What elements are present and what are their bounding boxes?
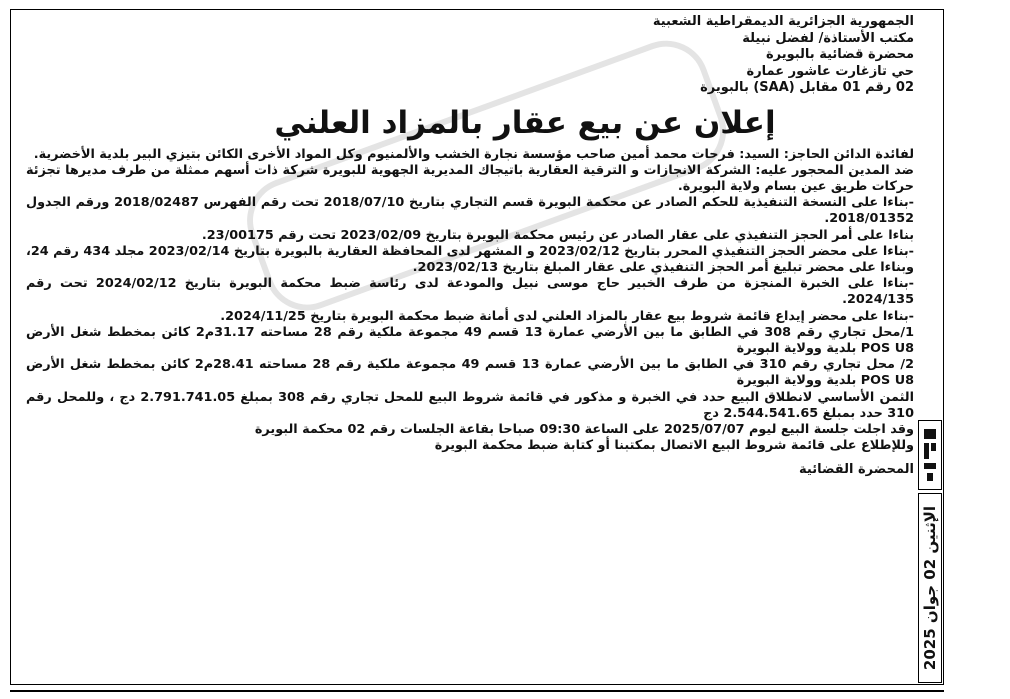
publication-date: الإثنين 02 جوان 2025 — [921, 505, 939, 671]
header-office: مكتب الأستاذة/ لفضل نبيلة — [742, 30, 914, 46]
paragraph-seizure-order: بناءا على أمر الحجز التنفيذي على عقار الصادر عن رئيس محكمة البويرة بتاريخ 2023/02/09 تحت رقم 23/00175. — [201, 227, 914, 243]
publication-date-box — [918, 493, 942, 683]
notice-body — [26, 147, 914, 455]
header-block — [26, 14, 914, 97]
paragraph-property-1: 1/محل تجاري رقم 308 في الطابق ما بين الأرضي عمارة 13 قسم 49 مجموعة ملكية رقم 28 مساحته 31.17م2 كائن بمخطط شغل الأرض POS U8 بلدية وولاية البويرة — [26, 324, 914, 356]
paragraph-judgment: -بناءا على النسخة التنفيذية للحكم الصادر عن محكمة البويرة قسم التجاري بتاريخ 2018/07/10 تحت رقم الفهرس 2018/02487 ورقم الجدول 2018/01352. — [26, 195, 914, 227]
newspaper-logo — [918, 420, 942, 490]
header-address-2: 02 رقم 01 مقابل (SAA) بالبويرة — [700, 80, 914, 95]
header-country: الجمهورية الجزائرية الديمقراطية الشعبية — [652, 14, 914, 29]
logo-icon — [922, 427, 938, 483]
paragraph-price: الثمن الأساسي لانطلاق البيع حدد في الخبرة و مذكور في قائمة شروط البيع للمحل تجاري رقم 308 بمبلغ 2.791.741.05 دج ، وللمحل رقم 310 حدد بمبلغ 2.544.541.65 دج — [26, 389, 914, 421]
signature: المحضرة القضائية — [799, 462, 914, 478]
notice-title: إعلان عن بيع عقار بالمزاد العلني — [274, 104, 776, 141]
notice-content — [26, 14, 914, 477]
header-role: محضرة قضائية بالبويرة — [765, 47, 914, 62]
paragraph-seizure-report: -بناءا على محضر الحجز التنفيذي المحرر بتاريخ 2023/02/12 و المشهر لدى المحافظة العقارية بالبويرة بتاريخ 2023/02/14 مجلد 434 رقم 24، وبناءا على محضر تبليغ أمر الحجز التنفيذي على عقار المبلغ بتاريخ 2023/02/13. — [26, 243, 914, 275]
paragraph-property-2: 2/ محل تجاري رقم 310 في الطابق ما بين الأرضي عمارة 13 قسم 49 مجموعة ملكية رقم 28 مساحته 28.41م2 كائن بمخطط شغل الأرض POS U8 بلدية وولاية البويرة — [26, 357, 914, 389]
paragraph-contact: وللإطلاع على قائمة شروط البيع الاتصال بمكتبنا أو كتابة ضبط محكمة البويرة — [434, 438, 914, 454]
paragraph-creditor: لفائدة الدائن الحاجز: السيد: فرحات محمد أمين صاحب مؤسسة نجارة الخشب والألمنيوم وكل المواد الأخرى الكائن بتيزي البير بلدية الأخضرية. — [33, 146, 914, 162]
paragraph-debtor: ضد المدين المحجور عليه: الشركة الانجازات و الترقية العقارية باتيجاك المديرية الجهوية للبويرة شركة ذات أسهم ممثلة من طرف مديرها تجزئة حركات طريق عين بسام ولاية البويرة. — [26, 162, 914, 194]
paragraph-session: وقد اجلت جلسة البيع ليوم 2025/07/07 على الساعة 09:30 صباحا بقاعة الجلسات رقم 02 محكمة البويرة — [254, 421, 914, 437]
bottom-rule — [10, 690, 944, 692]
paragraph-expertise: -بناءا على الخبرة المنجزة من طرف الخبير حاج موسى نبيل والمودعة لدى رئاسة ضبط محكمة البويرة بتاريخ 2024/02/12 تحت رقم 2024/135. — [26, 276, 914, 308]
header-address: حي تازغارت عاشور عمارة — [746, 63, 914, 79]
paragraph-conditions: -بناءا على محضر إيداع قائمة شروط بيع عقار بالمزاد العلني لدى أمانة ضبط محكمة البويرة بتاريخ 2024/11/25. — [220, 308, 914, 324]
